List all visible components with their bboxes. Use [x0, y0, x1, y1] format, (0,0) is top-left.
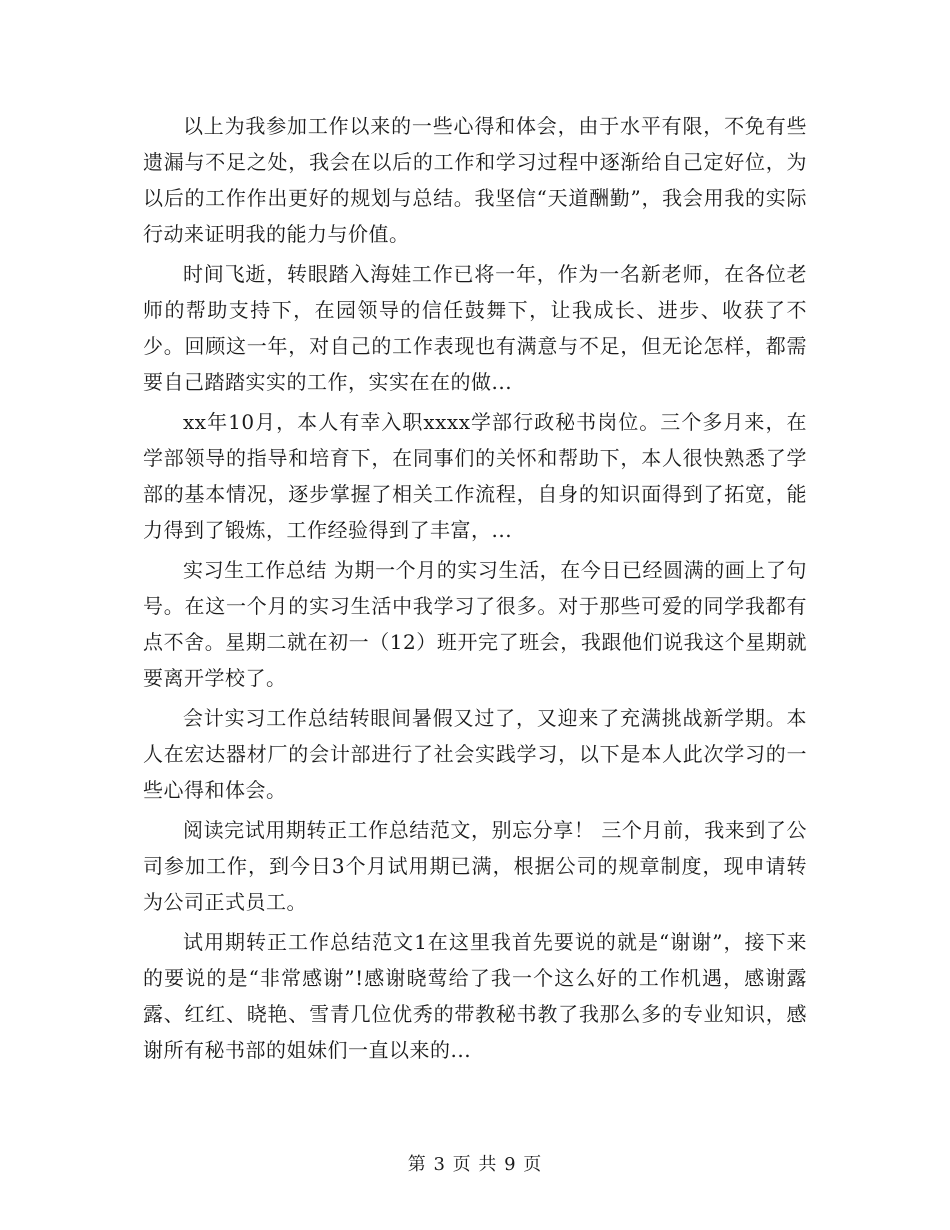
paragraph-6: 阅读完试用期转正工作总结范文，别忘分享！ 三个月前，我来到了公司参加工作，到今日3个月试用期已满，根据公司的规章制度，现申请转为公司正式员工。: [143, 818, 807, 914]
paragraph-5: 会计实习工作总结转眼间暑假又过了，又迎来了充满挑战新学期。本人在宏达器材厂的会计部进行了社会实践学习，以下是本人此次学习的一些心得和体会。: [143, 706, 807, 802]
paragraph-4: 实习生工作总结 为期一个月的实习生活，在今日已经圆满的画上了句号。在这一个月的实习生活中我学习了很多。对于那些可爱的同学我都有点不舍。星期二就在初一（12）班开完了班会，我跟他们说我这个星期就要离开学校了。: [143, 558, 807, 690]
paragraph-2: 时间飞逝，转眼踏入海娃工作已将一年，作为一名新老师，在各位老师的帮助支持下，在园领导的信任鼓舞下，让我成长、进步、收获了不少。回顾这一年，对自己的工作表现也有满意与不足，但无论怎样，都需要自己踏踏实实的工作，实实在在的做...: [143, 262, 807, 394]
paragraph-7: 试用期转正工作总结范文1在这里我首先要说的就是“谢谢”，接下来的要说的是“非常感谢”!感谢晓莺给了我一个这么好的工作机遇，感谢露露、红红、晓艳、雪青几位优秀的带教秘书教了我那么多的专业知识，感谢所有秘书部的姐妹们一直以来的...: [143, 930, 807, 1062]
document-body: [143, 108, 807, 1072]
paragraph-3: xx年10月，本人有幸入职xxxx学部行政秘书岗位。三个多月来，在学部领导的指导和培育下，在同事们的关怀和帮助下，本人很快熟悉了学部的基本情况，逐步掌握了相关工作流程，自身的知识面得到了拓宽，能力得到了锻炼，工作经验得到了丰富，...: [143, 410, 807, 542]
paragraph-1: 以上为我参加工作以来的一些心得和体会，由于水平有限，不免有些遗漏与不足之处，我会在以后的工作和学习过程中逐渐给自己定好位，为以后的工作作出更好的规划与总结。我坚信“天道酬勤”，我会用我的实际行动来证明我的能力与价值。: [143, 114, 807, 246]
page-number-footer: 第 3 页 共 9 页: [407, 1154, 543, 1175]
